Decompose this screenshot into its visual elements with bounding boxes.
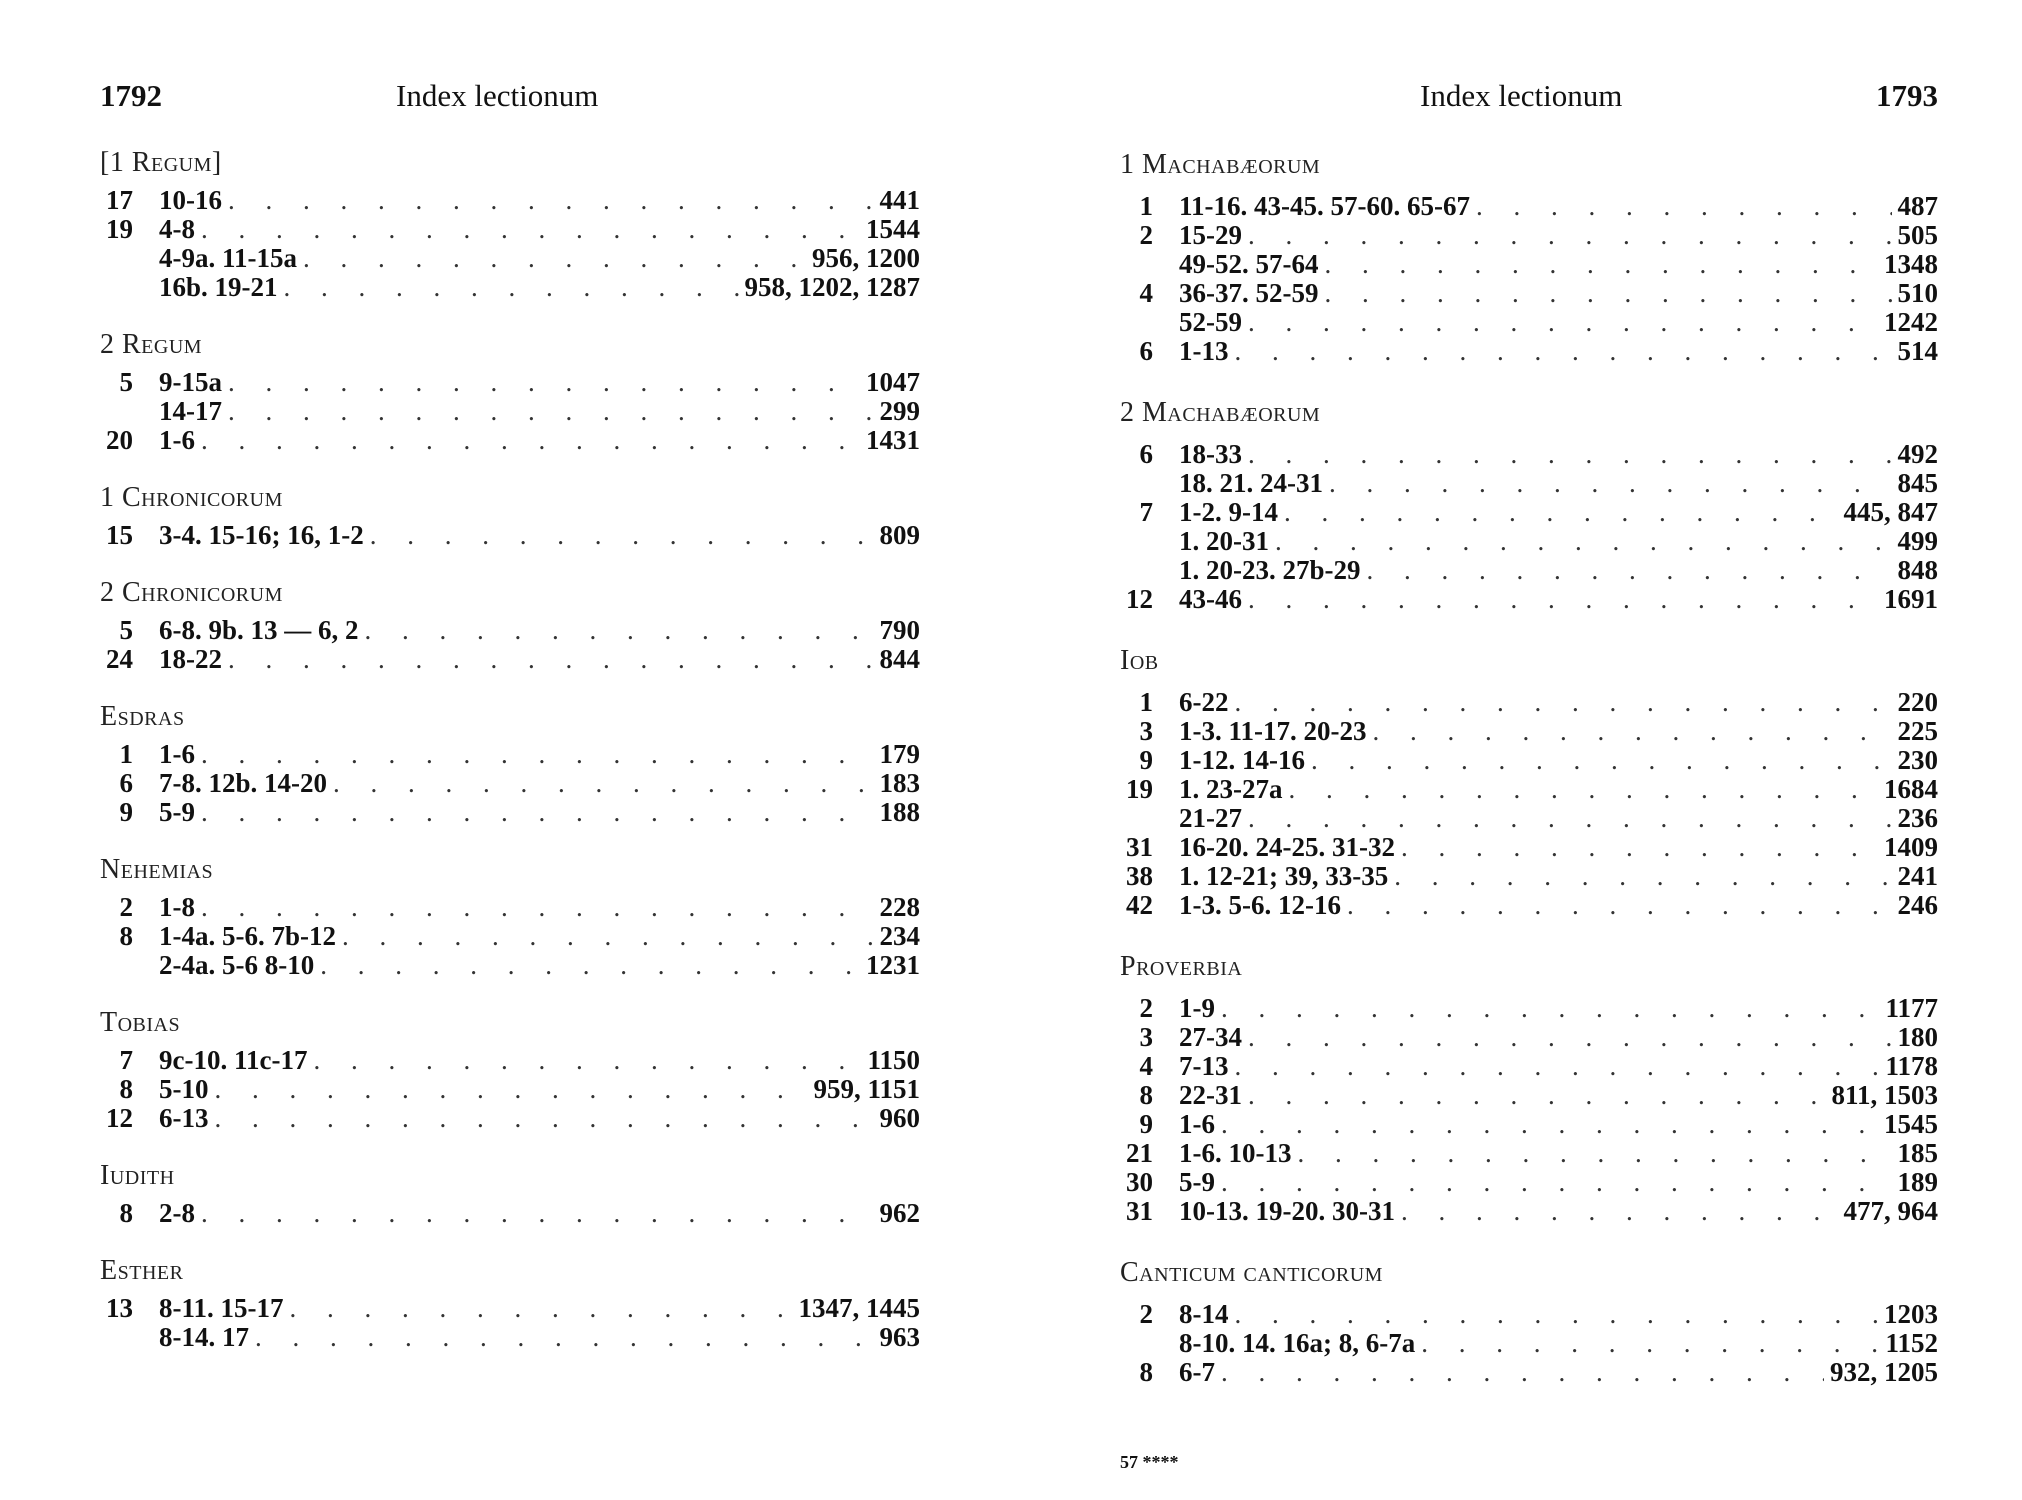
verse-range: 1-6 bbox=[159, 739, 195, 769]
index-section bbox=[1120, 644, 1938, 920]
chapter-number: 8 bbox=[1139, 1357, 1153, 1387]
index-entry bbox=[100, 922, 920, 951]
page-reference: 1178 bbox=[1885, 1051, 1938, 1081]
dot-leader bbox=[228, 368, 860, 397]
verse-range: 5-9 bbox=[1179, 1167, 1215, 1197]
index-section bbox=[1120, 1256, 1938, 1387]
verse-range: 1. 23-27a bbox=[1179, 774, 1283, 804]
page-reference: 180 bbox=[1897, 1022, 1938, 1052]
verse-range: 1. 20-23. 27b-29 bbox=[1179, 555, 1361, 585]
index-entry bbox=[1120, 1081, 1938, 1110]
verse-range: 5-9 bbox=[159, 797, 195, 827]
chapter-number: 6 bbox=[1139, 439, 1153, 469]
page-number: 1792 bbox=[100, 78, 162, 113]
dot-leader bbox=[1289, 775, 1879, 804]
index-entry bbox=[1120, 717, 1938, 746]
verse-range: 1-6 bbox=[1179, 1109, 1215, 1139]
page-reference: 189 bbox=[1897, 1167, 1938, 1197]
dot-leader bbox=[201, 798, 874, 827]
verse-range: 1-4a. 5-6. 7b-12 bbox=[159, 921, 336, 951]
verse-range: 6-7 bbox=[1179, 1357, 1215, 1387]
index-entry bbox=[1120, 337, 1938, 366]
index-entry bbox=[100, 1323, 920, 1352]
dot-leader bbox=[1394, 862, 1891, 891]
page-reference: 845 bbox=[1897, 468, 1938, 498]
page-reference: 299 bbox=[879, 396, 920, 426]
dot-leader bbox=[228, 645, 874, 674]
index-entry bbox=[1120, 1023, 1938, 1052]
index-entry bbox=[100, 1075, 920, 1104]
chapter-number: 4 bbox=[1139, 278, 1153, 308]
index-entry bbox=[100, 215, 920, 244]
book-title: Nehemias bbox=[100, 854, 214, 885]
index-section bbox=[1120, 396, 1938, 614]
chapter-number: 1 bbox=[1139, 687, 1153, 717]
page-number: 1793 bbox=[1876, 78, 1938, 113]
dot-leader bbox=[1347, 891, 1892, 920]
index-entry bbox=[100, 951, 920, 980]
verse-range: 11-16. 43-45. 57-60. 65-67 bbox=[1179, 191, 1470, 221]
verse-range: 18-33 bbox=[1179, 439, 1242, 469]
verse-range: 10-13. 19-20. 30-31 bbox=[1179, 1196, 1395, 1226]
page-reference: 809 bbox=[879, 520, 920, 550]
page-reference: 1545 bbox=[1884, 1109, 1938, 1139]
page-reference: 1152 bbox=[1885, 1328, 1938, 1358]
verse-range: 36-37. 52-59 bbox=[1179, 278, 1319, 308]
page-reference: 790 bbox=[879, 615, 920, 645]
page-reference: 1231 bbox=[866, 950, 920, 980]
page-reference: 505 bbox=[1897, 220, 1938, 250]
verse-range: 18. 21. 24-31 bbox=[1179, 468, 1323, 498]
dot-leader bbox=[1235, 337, 1892, 366]
dot-leader bbox=[1235, 1052, 1880, 1081]
dot-leader bbox=[1275, 527, 1892, 556]
verse-range: 10-16 bbox=[159, 185, 222, 215]
chapter-number: 1 bbox=[119, 739, 133, 769]
chapter-number: 4 bbox=[1139, 1051, 1153, 1081]
page-reference: 1047 bbox=[866, 367, 920, 397]
page-reference: 844 bbox=[879, 644, 920, 674]
page-reference: 441 bbox=[879, 185, 920, 215]
verse-range: 2-8 bbox=[159, 1198, 195, 1228]
book-title: Iudith bbox=[100, 1160, 175, 1191]
index-entry bbox=[100, 616, 920, 645]
page-reference: 225 bbox=[1897, 716, 1938, 746]
page-reference: 1544 bbox=[866, 214, 920, 244]
dot-leader bbox=[1248, 585, 1878, 614]
running-head bbox=[1120, 78, 1938, 122]
page-reference: 246 bbox=[1897, 890, 1938, 920]
dot-leader bbox=[333, 769, 874, 798]
page-reference: 1203 bbox=[1884, 1299, 1938, 1329]
book-title: 2 Machabæorum bbox=[1120, 397, 1321, 428]
chapter-number: 21 bbox=[1126, 1138, 1153, 1168]
dot-leader bbox=[1248, 308, 1878, 337]
index-entry bbox=[100, 645, 920, 674]
dot-leader bbox=[1221, 1110, 1878, 1139]
verse-range: 7-8. 12b. 14-20 bbox=[159, 768, 327, 798]
index-entry bbox=[1120, 527, 1938, 556]
verse-range: 52-59 bbox=[1179, 307, 1242, 337]
chapter-number: 9 bbox=[119, 797, 133, 827]
page-reference: 1347, 1445 bbox=[798, 1293, 920, 1323]
chapter-number: 17 bbox=[106, 185, 133, 215]
chapter-number: 12 bbox=[1126, 584, 1153, 614]
chapter-number: 19 bbox=[1126, 774, 1153, 804]
verse-range: 1-9 bbox=[1179, 993, 1215, 1023]
running-title: Index lectionum bbox=[1420, 78, 1623, 113]
verse-range: 9-15a bbox=[159, 367, 222, 397]
left-page bbox=[100, 0, 920, 1500]
dot-leader bbox=[370, 521, 874, 550]
book-title: Proverbia bbox=[1120, 951, 1243, 982]
page-reference: 1150 bbox=[867, 1045, 920, 1075]
verse-range: 1-8 bbox=[159, 892, 195, 922]
dot-leader bbox=[1221, 994, 1879, 1023]
chapter-number: 12 bbox=[106, 1103, 133, 1133]
verse-range: 16-20. 24-25. 31-32 bbox=[1179, 832, 1395, 862]
page-reference: 445, 847 bbox=[1843, 497, 1938, 527]
verse-range: 1-3. 5-6. 12-16 bbox=[1179, 890, 1341, 920]
chapter-number: 9 bbox=[1139, 1109, 1153, 1139]
index-entry bbox=[100, 368, 920, 397]
dot-leader bbox=[320, 951, 860, 980]
chapter-number: 9 bbox=[1139, 745, 1153, 775]
chapter-number: 19 bbox=[106, 214, 133, 244]
chapter-number: 6 bbox=[119, 768, 133, 798]
chapter-number: 3 bbox=[1139, 716, 1153, 746]
page-reference: 514 bbox=[1897, 336, 1938, 366]
verse-range: 9c-10. 11c-17 bbox=[159, 1045, 308, 1075]
chapter-number: 2 bbox=[1139, 1299, 1153, 1329]
dot-leader bbox=[201, 1199, 874, 1228]
page-reference: 499 bbox=[1897, 526, 1938, 556]
chapter-number: 7 bbox=[119, 1045, 133, 1075]
book-title: Canticum canticorum bbox=[1120, 1257, 1383, 1288]
dot-leader bbox=[1235, 688, 1892, 717]
page-reference: 1431 bbox=[866, 425, 920, 455]
index-section bbox=[100, 1254, 920, 1352]
index-entry bbox=[1120, 1168, 1938, 1197]
page-reference: 932, 1205 bbox=[1830, 1357, 1938, 1387]
index-entry bbox=[100, 1046, 920, 1075]
dot-leader bbox=[284, 273, 739, 302]
running-title: Index lectionum bbox=[396, 78, 599, 113]
page-reference: 236 bbox=[1897, 803, 1938, 833]
page-reference: 960 bbox=[879, 1103, 920, 1133]
index-content bbox=[100, 146, 920, 1352]
dot-leader bbox=[201, 426, 860, 455]
page-reference: 963 bbox=[879, 1322, 920, 1352]
index-entry bbox=[100, 1199, 920, 1228]
verse-range: 27-34 bbox=[1179, 1022, 1242, 1052]
page-reference: 848 bbox=[1897, 555, 1938, 585]
signature-mark: 57 **** bbox=[1120, 1452, 1179, 1472]
index-entry bbox=[100, 426, 920, 455]
chapter-number: 2 bbox=[1139, 993, 1153, 1023]
index-entry bbox=[100, 769, 920, 798]
dot-leader bbox=[342, 922, 874, 951]
index-section bbox=[1120, 950, 1938, 1226]
running-head bbox=[100, 78, 920, 122]
index-section bbox=[100, 700, 920, 827]
dot-leader bbox=[1324, 250, 1878, 279]
dot-leader bbox=[1235, 1300, 1879, 1329]
index-entry bbox=[100, 893, 920, 922]
verse-range: 1. 12-21; 39, 33-35 bbox=[1179, 861, 1389, 891]
dot-leader bbox=[365, 616, 874, 645]
verse-range: 6-8. 9b. 13 — 6, 2 bbox=[159, 615, 359, 645]
verse-range: 1. 20-31 bbox=[1179, 526, 1269, 556]
index-entry bbox=[1120, 1358, 1938, 1387]
page-reference: 183 bbox=[879, 768, 920, 798]
chapter-number: 15 bbox=[106, 520, 133, 550]
page-reference: 185 bbox=[1897, 1138, 1938, 1168]
dot-leader bbox=[1476, 192, 1892, 221]
chapter-number: 8 bbox=[119, 1074, 133, 1104]
dot-leader bbox=[215, 1104, 874, 1133]
index-entry bbox=[1120, 862, 1938, 891]
page-reference: 228 bbox=[879, 892, 920, 922]
page-reference: 1177 bbox=[1885, 993, 1938, 1023]
page-reference: 1348 bbox=[1884, 249, 1938, 279]
index-section bbox=[1120, 148, 1938, 366]
verse-range: 6-13 bbox=[159, 1103, 209, 1133]
verse-range: 49-52. 57-64 bbox=[1179, 249, 1319, 279]
verse-range: 8-11. 15-17 bbox=[159, 1293, 284, 1323]
page-reference: 956, 1200 bbox=[812, 243, 920, 273]
book-title: Iob bbox=[1120, 645, 1159, 676]
verse-range: 1-6 bbox=[159, 425, 195, 455]
chapter-number: 8 bbox=[119, 921, 133, 951]
index-entry bbox=[1120, 498, 1938, 527]
book-title: Tobias bbox=[100, 1007, 181, 1038]
page-reference: 234 bbox=[879, 921, 920, 951]
dot-leader bbox=[1367, 556, 1892, 585]
index-entry bbox=[100, 798, 920, 827]
page-reference: 958, 1202, 1287 bbox=[744, 272, 920, 302]
verse-range: 8-14 bbox=[1179, 1299, 1229, 1329]
verse-range: 43-46 bbox=[1179, 584, 1242, 614]
index-entry bbox=[100, 1294, 920, 1323]
page-reference: 188 bbox=[879, 797, 920, 827]
chapter-number: 2 bbox=[119, 892, 133, 922]
chapter-number: 30 bbox=[1126, 1167, 1153, 1197]
dot-leader bbox=[1248, 440, 1892, 469]
chapter-number: 31 bbox=[1126, 832, 1153, 862]
verse-range: 18-22 bbox=[159, 644, 222, 674]
page-reference: 230 bbox=[1897, 745, 1938, 775]
index-section bbox=[100, 1006, 920, 1133]
verse-range: 21-27 bbox=[1179, 803, 1242, 833]
page-reference: 1242 bbox=[1884, 307, 1938, 337]
dot-leader bbox=[1324, 279, 1891, 308]
index-section bbox=[100, 576, 920, 674]
index-entry bbox=[1120, 308, 1938, 337]
book-title: 2 Chronicorum bbox=[100, 577, 283, 608]
verse-range: 6-22 bbox=[1179, 687, 1229, 717]
dot-leader bbox=[1311, 746, 1892, 775]
page-reference: 510 bbox=[1897, 278, 1938, 308]
index-entry bbox=[1120, 1197, 1938, 1226]
index-entry bbox=[100, 1104, 920, 1133]
chapter-number: 5 bbox=[119, 615, 133, 645]
dot-leader bbox=[290, 1294, 793, 1323]
index-entry bbox=[1120, 469, 1938, 498]
index-entry bbox=[100, 273, 920, 302]
chapter-number: 8 bbox=[1139, 1080, 1153, 1110]
index-entry bbox=[100, 521, 920, 550]
index-entry bbox=[1120, 556, 1938, 585]
page-reference: 492 bbox=[1897, 439, 1938, 469]
index-entry bbox=[100, 186, 920, 215]
verse-range: 2-4a. 5-6 8-10 bbox=[159, 950, 315, 980]
index-section bbox=[100, 1159, 920, 1228]
index-entry bbox=[1120, 1300, 1938, 1329]
index-section bbox=[100, 146, 920, 302]
page-reference: 959, 1151 bbox=[813, 1074, 920, 1104]
index-entry bbox=[1120, 279, 1938, 308]
index-entry bbox=[1120, 221, 1938, 250]
chapter-number: 38 bbox=[1126, 861, 1153, 891]
dot-leader bbox=[1401, 833, 1878, 862]
dot-leader bbox=[255, 1323, 874, 1352]
index-entry bbox=[1120, 746, 1938, 775]
index-entry bbox=[1120, 775, 1938, 804]
dot-leader bbox=[313, 1046, 861, 1075]
dot-leader bbox=[1284, 498, 1838, 527]
chapter-number: 6 bbox=[1139, 336, 1153, 366]
verse-range: 4-8 bbox=[159, 214, 195, 244]
index-section bbox=[100, 481, 920, 550]
index-entry bbox=[100, 397, 920, 426]
verse-range: 8-14. 17 bbox=[159, 1322, 249, 1352]
verse-range: 15-29 bbox=[1179, 220, 1242, 250]
index-entry bbox=[1120, 891, 1938, 920]
index-entry bbox=[1120, 804, 1938, 833]
index-entry bbox=[1120, 1110, 1938, 1139]
chapter-number: 20 bbox=[106, 425, 133, 455]
verse-range: 1-3. 11-17. 20-23 bbox=[1179, 716, 1367, 746]
dot-leader bbox=[1421, 1329, 1879, 1358]
index-entry bbox=[1120, 192, 1938, 221]
dot-leader bbox=[201, 893, 874, 922]
index-entry bbox=[100, 244, 920, 273]
dot-leader bbox=[1372, 717, 1891, 746]
dot-leader bbox=[303, 244, 806, 273]
page-reference: 1409 bbox=[1884, 832, 1938, 862]
verse-range: 1-6. 10-13 bbox=[1179, 1138, 1292, 1168]
verse-range: 22-31 bbox=[1179, 1080, 1242, 1110]
page-reference: 1684 bbox=[1884, 774, 1938, 804]
verse-range: 7-13 bbox=[1179, 1051, 1229, 1081]
page-reference: 811, 1503 bbox=[1831, 1080, 1938, 1110]
book-title: 2 Regum bbox=[100, 329, 203, 360]
verse-range: 4-9a. 11-15a bbox=[159, 243, 297, 273]
page-reference: 241 bbox=[1897, 861, 1938, 891]
chapter-number: 13 bbox=[106, 1293, 133, 1323]
dot-leader bbox=[201, 740, 874, 769]
verse-range: 1-2. 9-14 bbox=[1179, 497, 1278, 527]
page-reference: 179 bbox=[879, 739, 920, 769]
verse-range: 8-10. 14. 16a; 8, 6-7a bbox=[1179, 1328, 1416, 1358]
index-entry bbox=[1120, 688, 1938, 717]
verse-range: 16b. 19-21 bbox=[159, 272, 278, 302]
page-reference: 477, 964 bbox=[1843, 1196, 1938, 1226]
index-entry bbox=[1120, 1052, 1938, 1081]
book-title: [1 Regum] bbox=[100, 147, 222, 178]
chapter-number: 42 bbox=[1126, 890, 1153, 920]
verse-range: 1-12. 14-16 bbox=[1179, 745, 1305, 775]
dot-leader bbox=[1329, 469, 1892, 498]
page-reference: 487 bbox=[1897, 191, 1938, 221]
chapter-number: 5 bbox=[119, 367, 133, 397]
index-section bbox=[100, 853, 920, 980]
index-entry bbox=[1120, 1329, 1938, 1358]
index-entry bbox=[100, 740, 920, 769]
verse-range: 14-17 bbox=[159, 396, 222, 426]
chapter-number: 2 bbox=[1139, 220, 1153, 250]
chapter-number: 24 bbox=[106, 644, 133, 674]
index-entry bbox=[1120, 440, 1938, 469]
dot-leader bbox=[1297, 1139, 1891, 1168]
dot-leader bbox=[215, 1075, 808, 1104]
dot-leader bbox=[1401, 1197, 1838, 1226]
verse-range: 5-10 bbox=[159, 1074, 209, 1104]
dot-leader bbox=[201, 215, 860, 244]
index-section bbox=[100, 328, 920, 455]
chapter-number: 7 bbox=[1139, 497, 1153, 527]
page-reference: 962 bbox=[879, 1198, 920, 1228]
page-reference: 220 bbox=[1897, 687, 1938, 717]
index-entry bbox=[1120, 585, 1938, 614]
dot-leader bbox=[1248, 221, 1892, 250]
book-title: 1 Machabæorum bbox=[1120, 149, 1321, 180]
verse-range: 1-13 bbox=[1179, 336, 1229, 366]
chapter-number: 3 bbox=[1139, 1022, 1153, 1052]
dot-leader bbox=[1248, 1023, 1892, 1052]
index-entry bbox=[1120, 1139, 1938, 1168]
index-entry bbox=[1120, 250, 1938, 279]
index-entry bbox=[1120, 833, 1938, 862]
chapter-number: 1 bbox=[1139, 191, 1153, 221]
dot-leader bbox=[1221, 1358, 1824, 1387]
book-title: Esther bbox=[100, 1255, 184, 1286]
page-reference: 1691 bbox=[1884, 584, 1938, 614]
right-page bbox=[1120, 0, 1938, 1500]
chapter-number: 8 bbox=[119, 1198, 133, 1228]
dot-leader bbox=[1248, 1081, 1825, 1110]
dot-leader bbox=[228, 397, 874, 426]
book-title: 1 Chronicorum bbox=[100, 482, 283, 513]
dot-leader bbox=[1221, 1168, 1892, 1197]
dot-leader bbox=[228, 186, 874, 215]
index-entry bbox=[1120, 994, 1938, 1023]
verse-range: 3-4. 15-16; 16, 1-2 bbox=[159, 520, 364, 550]
index-content bbox=[1120, 148, 1938, 1387]
chapter-number: 31 bbox=[1126, 1196, 1153, 1226]
dot-leader bbox=[1248, 804, 1892, 833]
book-title: Esdras bbox=[100, 701, 185, 732]
